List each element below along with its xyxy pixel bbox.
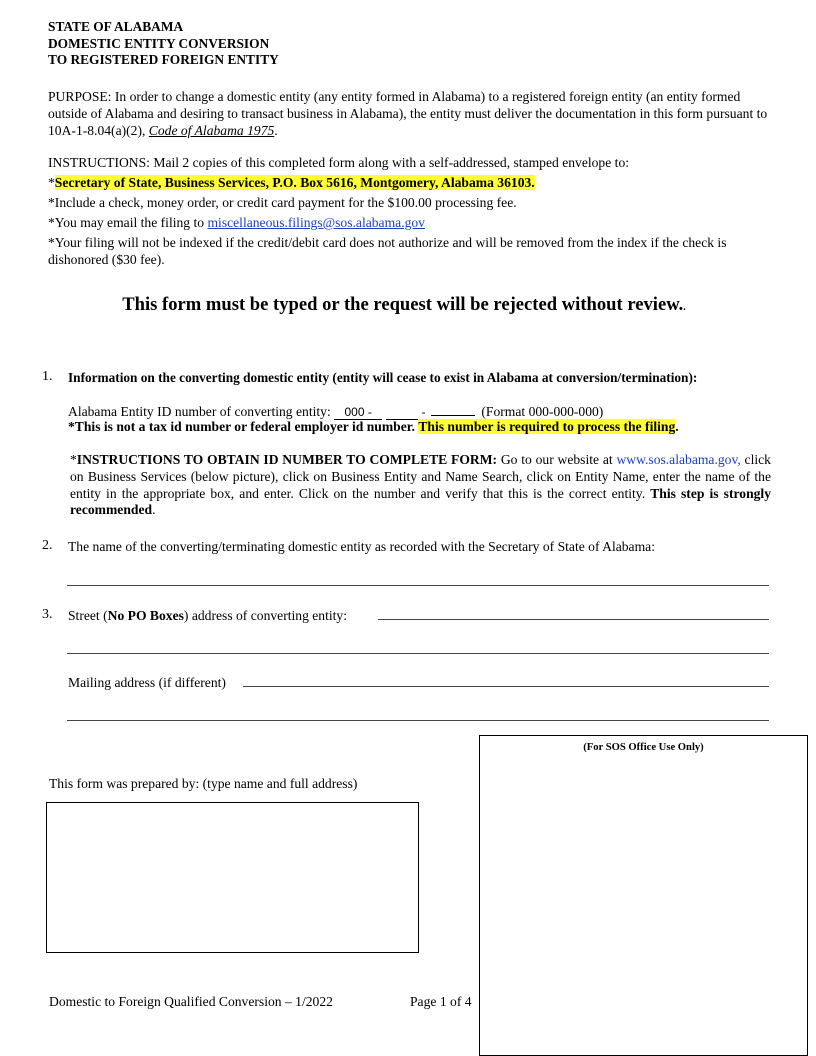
entity-id-part2-field[interactable]: - [386,405,428,420]
sos-website-link[interactable]: www.sos.alabama.gov, [616,452,741,467]
purpose-text: PURPOSE: In order to change a domestic entity (any entity formed in Alabama) to a registered foreign entity (an entity formed outside of Alabama and desiring to transact business in Alabama), the entity must deliver the documentation in this form pursuant to 10A-1-8.04(a)(2), [48,89,768,138]
fee-note: *Include a check, money order, or credit card payment for the $100.00 processing fee. [48,195,517,210]
footer-form-name: Domestic to Foreign Qualified Conversion – 1/2022 [49,994,333,1009]
form-header [48,19,279,69]
id-lookup-title: INSTRUCTIONS TO OBTAIN ID NUMBER TO COMPLETE FORM: [76,452,498,467]
footer-page-number: Page 1 of 4 [410,994,472,1009]
mailing-address-label: Mailing address (if different) [68,675,226,690]
entity-id-part1-field[interactable]: 000 - [334,405,382,420]
street-address-field-line2[interactable] [67,653,769,654]
prepared-by-field[interactable] [46,802,419,953]
instructions-intro: INSTRUCTIONS: Mail 2 copies of this completed form along with a self-addressed, stamped envelope to: [48,155,630,170]
id-lookup-instructions: *INSTRUCTIONS TO OBTAIN ID NUMBER TO COMPLETE FORM: Go to our website at www.sos.alabama.gov, click on Business Services (below picture), click on Business Entity and Name Search, click on Entity Name, enter the name of the entity in the appropriate box, and enter. Click on the number and verify that this is the correct entity. This step is strongly recommended. [70,452,772,518]
code-reference: Code of Alabama 1975 [148,123,275,138]
purpose-paragraph: PURPOSE: In order to change a domestic entity (any entity formed in Alabama) to a registered foreign entity (an entity formed outside of Alabama and desiring to transact business in Alabama), the entity must deliver the documentation in this form pursuant to 10A-1-8.04(a)(2), Code of Alabama 1975. [48,89,768,138]
entity-id-part3-field[interactable] [431,401,475,416]
email-note: *You may email the filing to miscellaneous.filings@sos.alabama.gov [48,215,425,230]
header-state: STATE OF ALABAMA [48,19,184,34]
section-1-title: Information on the converting domestic entity (entity will cease to exist in Alabama at conversion/termination): [68,370,698,385]
section-1-number: 1. [42,369,53,384]
entity-name-field[interactable] [67,585,769,586]
id-required-note: This number is required to process the filing [418,419,676,434]
mailing-address-line: *Secretary of State, Business Services, P.O. Box 5616, Montgomery, Alabama 36103. [48,175,535,190]
typed-form-warning: This form must be typed or the request will be rejected without review.. [122,294,686,315]
mailing-address-field[interactable] [243,686,769,687]
office-use-label: (For SOS Office Use Only) [583,742,704,753]
index-note: *Your filing will not be indexed if the credit/debit card does not authorize and will be removed from the index if the check is dishonored ($30 fee). [48,235,727,267]
tax-id-note-row: *This is not a tax id number or federal employer id number. This number is required to process the filing. [68,419,679,434]
strongly-recommended: This step is strongly recommended [70,485,772,518]
tax-id-note: *This is not a tax id number or federal employer id number. [68,419,415,434]
section-2-number: 2. [42,538,53,553]
mailing-address-field-line2[interactable] [67,720,769,721]
street-address-field[interactable] [378,619,769,620]
filing-email-link[interactable]: miscellaneous.filings@sos.alabama.gov [207,215,425,230]
street-address-label: Street (No PO Boxes) address of converting entity: [68,608,348,623]
prepared-by-label: This form was prepared by: (type name and full address) [49,776,358,791]
section-2-label: The name of the converting/terminating domestic entity as recorded with the Secretary of State of Alabama: [68,539,655,554]
entity-id-label: Alabama Entity ID number of converting entity: [68,404,331,419]
sos-mailing-address: Secretary of State, Business Services, P.O. Box 5616, Montgomery, Alabama 36103. [54,175,535,190]
entity-id-format-note: (Format 000-000-000) [481,404,604,419]
instructions-block [48,154,770,268]
section-3-number: 3. [42,607,53,622]
header-title: DOMESTIC ENTITY CONVERSION [48,35,270,51]
header-subtitle: TO REGISTERED FOREIGN ENTITY [48,52,279,67]
